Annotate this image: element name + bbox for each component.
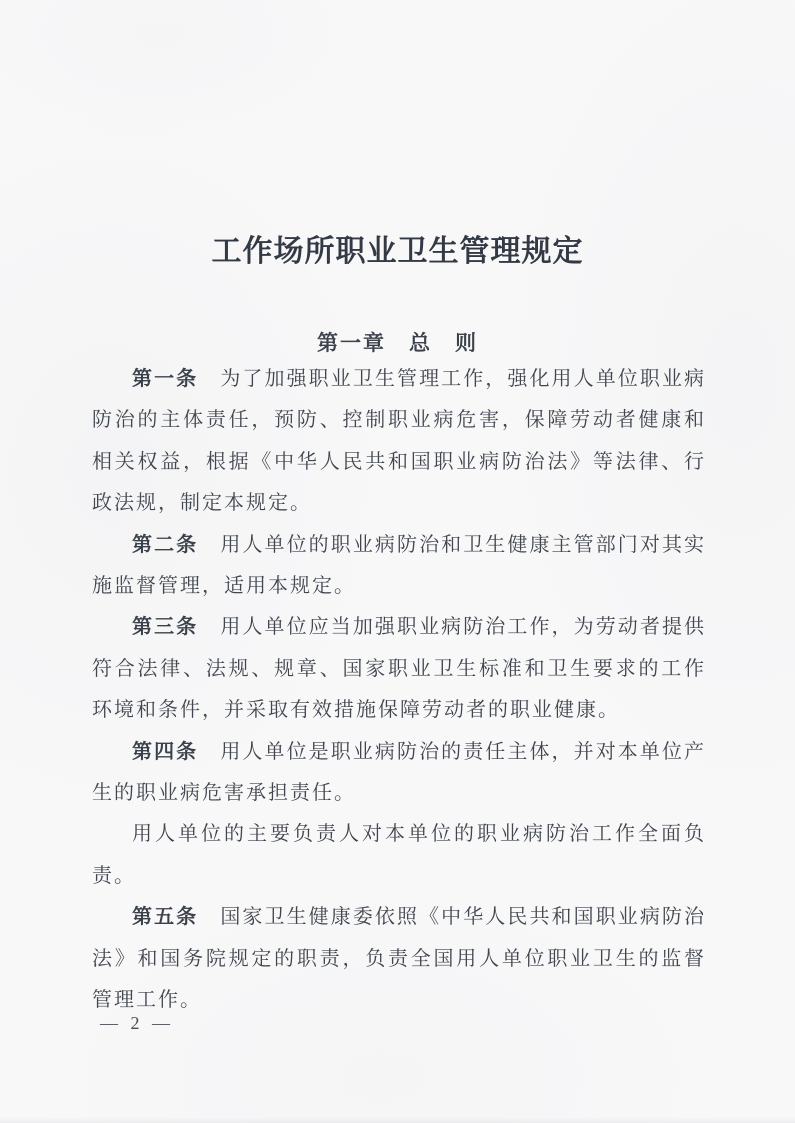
article-3-text: 用人单位应当加强职业病防治工作，为劳动者提供符合法律、法规、规章、国家职业卫生标准和卫生要求的工作环境和条件，并采取有效措施保障劳动者的职业健康。 — [92, 616, 707, 722]
article-1-text: 为了加强职业卫生管理工作，强化用人单位职业病防治的主体责任，预防、控制职业病危害，保障劳动者健康和相关权益，根据《中华人民共和国职业病防治法》等法律、行政法规，制定本规定。 — [92, 368, 707, 515]
article-paragraph-1 — [92, 359, 706, 525]
scan-edge-shadow — [0, 1117, 795, 1123]
article-paragraph-3 — [92, 607, 706, 731]
article-5-label: 第五条 — [132, 906, 199, 929]
article-3-label: 第三条 — [132, 616, 199, 639]
article-2-label: 第二条 — [132, 533, 199, 556]
document-title: 工作场所职业卫生管理规定 — [211, 235, 584, 268]
article-4-label: 第四条 — [132, 740, 199, 763]
article-4b-text: 用人单位的主要负责人对本单位的职业病防治工作全面负责。 — [92, 823, 706, 887]
article-1-label: 第一条 — [132, 368, 199, 390]
document-body — [92, 359, 706, 1022]
chapter-heading: 第一章 总 则 — [317, 332, 478, 355]
article-5-text: 国家卫生健康委依照《中华人民共和国职业病防治法》和国务院规定的职责，负责全国用人单位职业卫生的监督管理工作。 — [92, 906, 707, 1012]
article-paragraph-5 — [92, 897, 706, 1021]
article-paragraph-4 — [92, 732, 706, 815]
page-number: — 2 — — [100, 1013, 174, 1033]
article-paragraph-2 — [92, 525, 706, 608]
article-paragraph-4-continuation — [92, 814, 706, 897]
article-4-text: 用人单位是职业病防治的责任主体，并对本单位产生的职业病危害承担责任。 — [92, 740, 707, 805]
article-2-text: 用人单位的职业病防治和卫生健康主管部门对其实施监督管理，适用本规定。 — [92, 533, 707, 598]
